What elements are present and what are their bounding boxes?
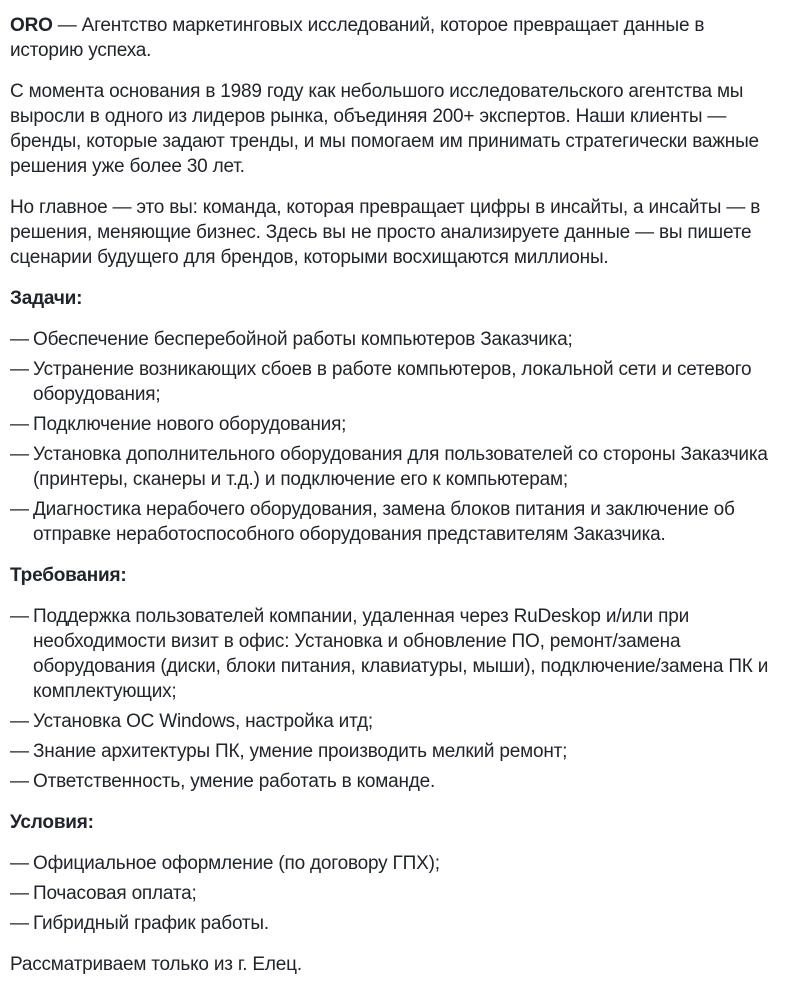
list-item	[10, 442, 771, 492]
dash-bullet: —	[10, 711, 29, 732]
company-name: ORO	[10, 15, 53, 36]
intro-paragraph	[10, 13, 771, 63]
dash-bullet: —	[10, 414, 29, 435]
requirements-list	[10, 604, 771, 794]
list-item	[10, 739, 771, 764]
list-item-text: Официальное оформление (по договору ГПХ);	[33, 853, 440, 874]
section-heading-tasks: Задачи:	[10, 288, 83, 309]
list-item-text: Обеспечение бесперебойной работы компьютеров Заказчика;	[33, 329, 573, 350]
list-item	[10, 604, 771, 704]
dash-bullet: —	[10, 853, 29, 874]
list-item	[10, 327, 771, 352]
list-item	[10, 412, 771, 437]
tasks-list	[10, 327, 771, 547]
dash-bullet: —	[10, 499, 29, 520]
dash-bullet: —	[10, 741, 29, 762]
list-item	[10, 709, 771, 734]
list-item	[10, 911, 771, 936]
list-item	[10, 497, 771, 547]
team-paragraph: Но главное — это вы: команда, которая превращает цифры в инсайты, а инсайты — в решения, меняющие бизнес. Здесь вы не просто анализируете данные — вы пишете сценарии будущего для брендов, которыми восхищаются миллионы.	[10, 197, 761, 268]
about-paragraph: С момента основания в 1989 году как небольшого исследовательского агентства мы выросли в одного из лидеров рынка, объединяя 200+ экспертов. Наши клиенты — бренды, которые задают тренды, и мы помогаем им принимать стратегически важные решения уже более 30 лет.	[10, 81, 759, 177]
list-item-text: Диагностика нерабочего оборудования, замена блоков питания и заключение об отправке неработоспособного оборудования представителям Заказчика.	[33, 499, 735, 545]
list-item-text: Устранение возникающих сбоев в работе компьютеров, локальной сети и сетевого оборудования;	[33, 359, 752, 405]
intro-text: — Агентство маркетинговых исследований, которое превращает данные в историю успеха.	[10, 15, 705, 61]
list-item	[10, 769, 771, 794]
section-heading-conditions: Условия:	[10, 812, 94, 833]
dash-bullet: —	[10, 606, 29, 627]
list-item	[10, 357, 771, 407]
list-item	[10, 881, 771, 906]
dash-bullet: —	[10, 359, 29, 380]
location-note: Рассматриваем только из г. Елец.	[10, 954, 302, 975]
dash-bullet: —	[10, 913, 29, 934]
dash-bullet: —	[10, 444, 29, 465]
conditions-list	[10, 851, 771, 936]
list-item-text: Подключение нового оборудования;	[33, 414, 347, 435]
list-item-text: Знание архитектуры ПК, умение производить мелкий ремонт;	[33, 741, 568, 762]
list-item-text: Гибридный график работы.	[33, 913, 269, 934]
list-item-text: Установка ОС Windows, настройка итд;	[33, 711, 373, 732]
list-item-text: Установка дополнительного оборудования для пользователей со стороны Заказчика (принтеры, сканеры и т.д.) и подключение его к компьютерам;	[33, 444, 768, 490]
dash-bullet: —	[10, 883, 29, 904]
dash-bullet: —	[10, 771, 29, 792]
list-item-text: Поддержка пользователей компании, удаленная через RuDeskop и/или при необходимости визит в офис: Установка и обновление ПО, ремонт/замена оборудования (диски, блоки питания, клавиатуры, мыши), подключение/замена ПК и комплектующих;	[33, 606, 769, 702]
list-item-text: Ответственность, умение работать в команде.	[33, 771, 436, 792]
section-heading-requirements: Требования:	[10, 565, 127, 586]
list-item	[10, 851, 771, 876]
dash-bullet: —	[10, 329, 29, 350]
list-item-text: Почасовая оплата;	[33, 883, 197, 904]
